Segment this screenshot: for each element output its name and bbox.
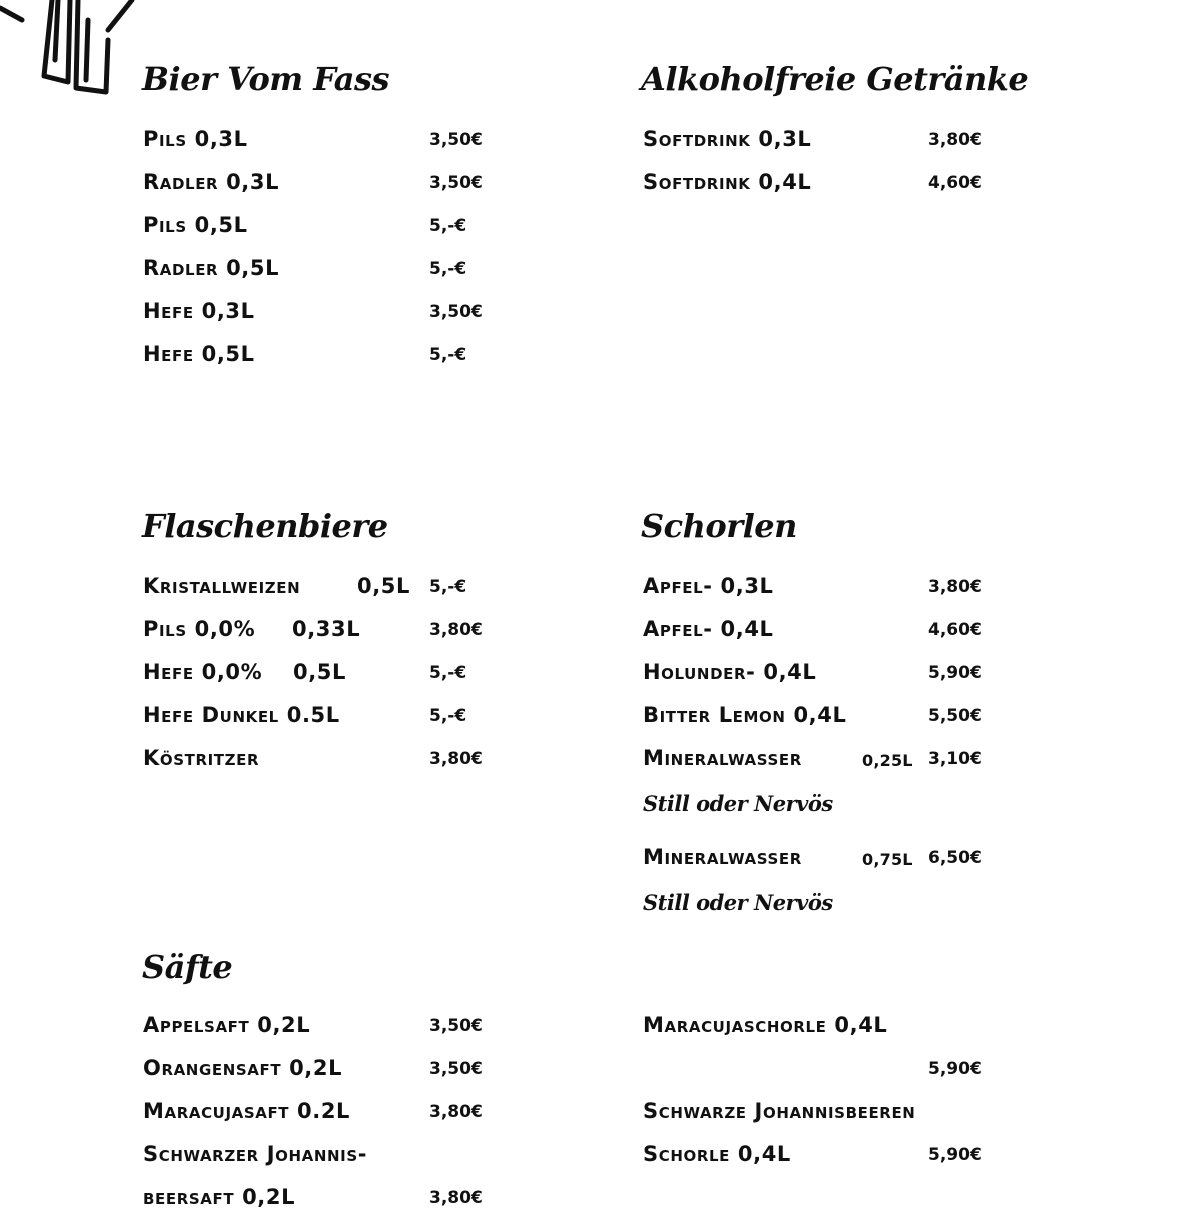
menu-item-price: 3,50€ [429, 130, 483, 150]
menu-item-note: Still oder Nervös [643, 890, 833, 915]
menu-item-name: Hefe Dunkel 0.5L [143, 703, 340, 727]
menu-item-price: 3,50€ [429, 302, 483, 322]
section-title: Bier Vom Fass [142, 60, 390, 98]
menu-item-name: Maracujaschorle 0,4L [643, 1013, 888, 1037]
section-title: Säfte [142, 948, 233, 986]
menu-item-price: 3,80€ [429, 1188, 483, 1208]
menu-item-name: beersaft 0,2L [143, 1185, 296, 1209]
menu-item-price: 3,50€ [429, 1016, 483, 1036]
menu-item-name: Softdrink 0,4L [643, 170, 812, 194]
menu-item-price: 3,80€ [429, 749, 483, 769]
menu-item-note: Still oder Nervös [643, 791, 833, 816]
menu-item-price: 5,90€ [928, 1059, 982, 1079]
menu-item-name: Appelsaft 0,2L [143, 1013, 311, 1037]
menu-item-price: 3,50€ [429, 1059, 483, 1079]
menu-item-price: 4,60€ [928, 620, 982, 640]
menu-item-name: Pils 0,3L [143, 127, 248, 151]
menu-item-price: 6,50€ [928, 848, 982, 868]
menu-item-price: 5,90€ [928, 1145, 982, 1165]
section-title: Flaschenbiere [142, 507, 388, 545]
menu-item-name: Kristallweizen [143, 574, 301, 598]
menu-item-name: Pils 0,0% [143, 617, 256, 641]
menu-item-price: 5,-€ [429, 216, 467, 236]
menu-item-price: 3,80€ [928, 577, 982, 597]
menu-item-size: 0,33L [292, 617, 361, 641]
menu-item-name: Radler 0,3L [143, 170, 280, 194]
menu-item-name: Schorle 0,4L [643, 1142, 791, 1166]
menu-item-name: Hefe 0,0% [143, 660, 263, 684]
menu-item-price: 3,10€ [928, 749, 982, 769]
menu-item-price: 3,80€ [928, 130, 982, 150]
menu-item-name: Holunder- 0,4L [643, 660, 817, 684]
beer-tap-drawing-icon [0, 0, 140, 100]
menu-item-name: Softdrink 0,3L [643, 127, 812, 151]
menu-item-price: 5,-€ [429, 706, 467, 726]
menu-item-name: Apfel- 0,4L [643, 617, 774, 641]
menu-item-name: Bitter Lemon 0,4L [643, 703, 847, 727]
menu-item-size: 0,5L [293, 660, 346, 684]
menu-item-price: 5,-€ [429, 259, 467, 279]
menu-item-name: Orangensaft 0,2L [143, 1056, 343, 1080]
section-title: Schorlen [641, 507, 797, 545]
menu-item-size: 0,75L [862, 850, 913, 869]
menu-item-name: Schwarzer Johannis- [143, 1142, 368, 1166]
menu-item-name: Pils 0,5L [143, 213, 248, 237]
menu-item-price: 5,-€ [429, 663, 467, 683]
menu-item-price: 5,90€ [928, 663, 982, 683]
menu-item-name: Mineralwasser [643, 746, 802, 770]
menu-item-name: Apfel- 0,3L [643, 574, 774, 598]
menu-item-name: Köstritzer [143, 746, 260, 770]
menu-item-size: 0,5L [357, 574, 410, 598]
menu-item-name: Hefe 0,5L [143, 342, 255, 366]
menu-item-name: Maracujasaft 0.2L [143, 1099, 351, 1123]
menu-item-price: 3,80€ [429, 1102, 483, 1122]
menu-item-price: 5,50€ [928, 706, 982, 726]
menu-item-price: 5,-€ [429, 345, 467, 365]
menu-item-name: Radler 0,5L [143, 256, 280, 280]
menu-item-name: Hefe 0,3L [143, 299, 255, 323]
menu-item-price: 5,-€ [429, 577, 467, 597]
menu-item-price: 3,80€ [429, 620, 483, 640]
section-title: Alkoholfreie Getränke [641, 60, 1029, 98]
menu-item-size: 0,25L [862, 751, 913, 770]
menu-item-price: 3,50€ [429, 173, 483, 193]
menu-item-name: Schwarze Johannisbeeren [643, 1099, 916, 1123]
menu-item-name: Mineralwasser [643, 845, 802, 869]
menu-item-price: 4,60€ [928, 173, 982, 193]
